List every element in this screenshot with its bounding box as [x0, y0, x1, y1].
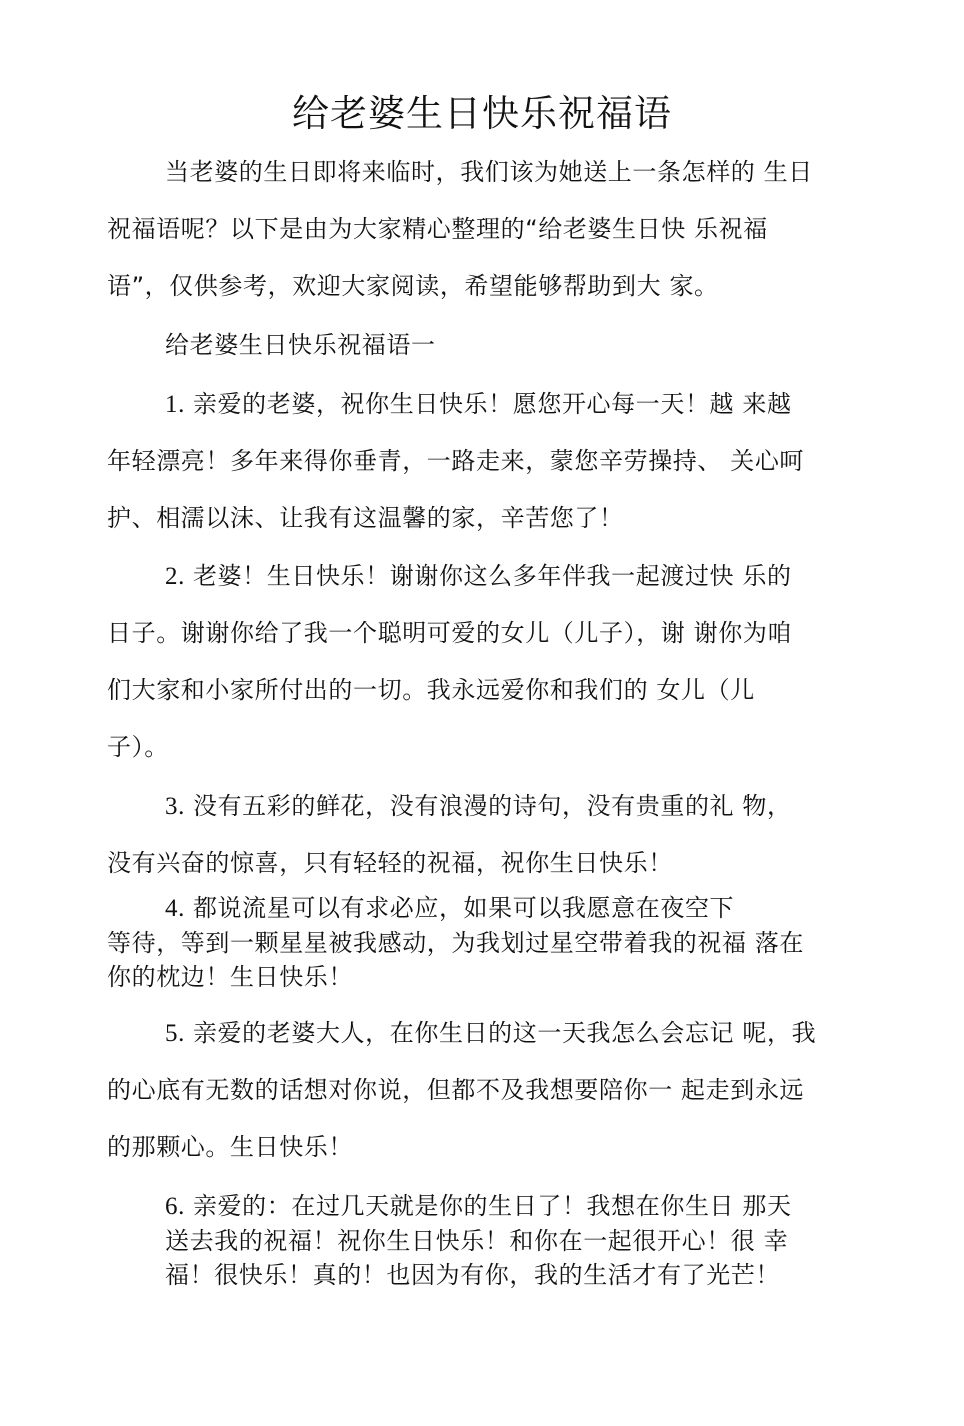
item-5-line-3: 的那颗心。生日快乐！ — [107, 1133, 353, 1161]
item-2-line-2: 日子。谢谢你给了我一个聪明可爱的女儿（儿子），谢 谢你为咱 — [107, 619, 793, 647]
item-2-line-4: 子）。 — [107, 733, 169, 761]
intro-line-2: 祝福语呢？以下是由为大家精心整理的“给老婆生日快 乐祝福 — [107, 215, 768, 243]
item-number: 6. — [165, 1193, 185, 1220]
item-2-line-3: 们大家和小家所付出的一切。我永远爱你和我们的 女儿（儿 — [107, 676, 755, 704]
item-4-first-line — [165, 891, 734, 926]
item-2-first-line — [165, 559, 792, 594]
item-number: 3. — [165, 793, 185, 820]
item-number: 5. — [165, 1020, 185, 1047]
document-title: 给老婆生日快乐祝福语 — [292, 92, 672, 135]
item-6-line-3: 福！很快乐！真的！也因为有你，我的生活才有了光芒！ — [165, 1261, 780, 1289]
item-5-line-2: 的心底有无数的话想对你说，但都不及我想要陪你一 起走到永远 — [107, 1076, 805, 1104]
item-text: 亲爱的老婆大人，在你生日的这一天我怎么会忘记 呢，我 — [192, 1019, 817, 1047]
item-3-line-2: 没有兴奋的惊喜，只有轻轻的祝福，祝你生日快乐！ — [107, 849, 673, 877]
item-1-line-3: 护、相濡以沫、让我有这温馨的家，辛苦您了！ — [107, 504, 624, 532]
section-heading: 给老婆生日快乐祝福语一 — [165, 331, 436, 359]
item-4-line-3: 你的枕边！生日快乐！ — [107, 963, 353, 991]
item-6-line-2: 送去我的祝福！祝你生日快乐！和你在一起很开心！很 幸 — [165, 1227, 789, 1255]
item-number: 2. — [165, 563, 185, 590]
item-text: 亲爱的老婆，祝你生日快乐！愿您开心每一天！越 来越 — [192, 390, 792, 418]
item-1-first-line — [165, 387, 792, 422]
item-1-line-2: 年轻漂亮！多年来得你垂青，一路走来，蒙您辛劳操持、 关心呵 — [107, 447, 805, 475]
item-number: 4. — [165, 895, 185, 922]
item-5-first-line — [165, 1016, 816, 1051]
item-text: 亲爱的：在过几天就是你的生日了！我想在你生日 那天 — [192, 1192, 792, 1220]
item-text: 没有五彩的鲜花，没有浪漫的诗句，没有贵重的礼 物， — [192, 792, 792, 820]
item-text: 老婆！生日快乐！谢谢你这么多年伴我一起渡过快 乐的 — [192, 562, 792, 590]
item-6-first-line — [165, 1189, 792, 1224]
item-3-first-line — [165, 789, 792, 824]
item-number: 1. — [165, 391, 185, 418]
item-text: 都说流星可以有求必应，如果可以我愿意在夜空下 — [192, 894, 735, 922]
intro-line-3: 语”，仅供参考，欢迎大家阅读，希望能够帮助到大 家。 — [107, 272, 719, 300]
item-4-line-2: 等待，等到一颗星星被我感动，为我划过星空带着我的祝福 落在 — [107, 929, 805, 957]
intro-line-1: 当老婆的生日即将来临时，我们该为她送上一条怎样的 生日 — [165, 158, 813, 186]
